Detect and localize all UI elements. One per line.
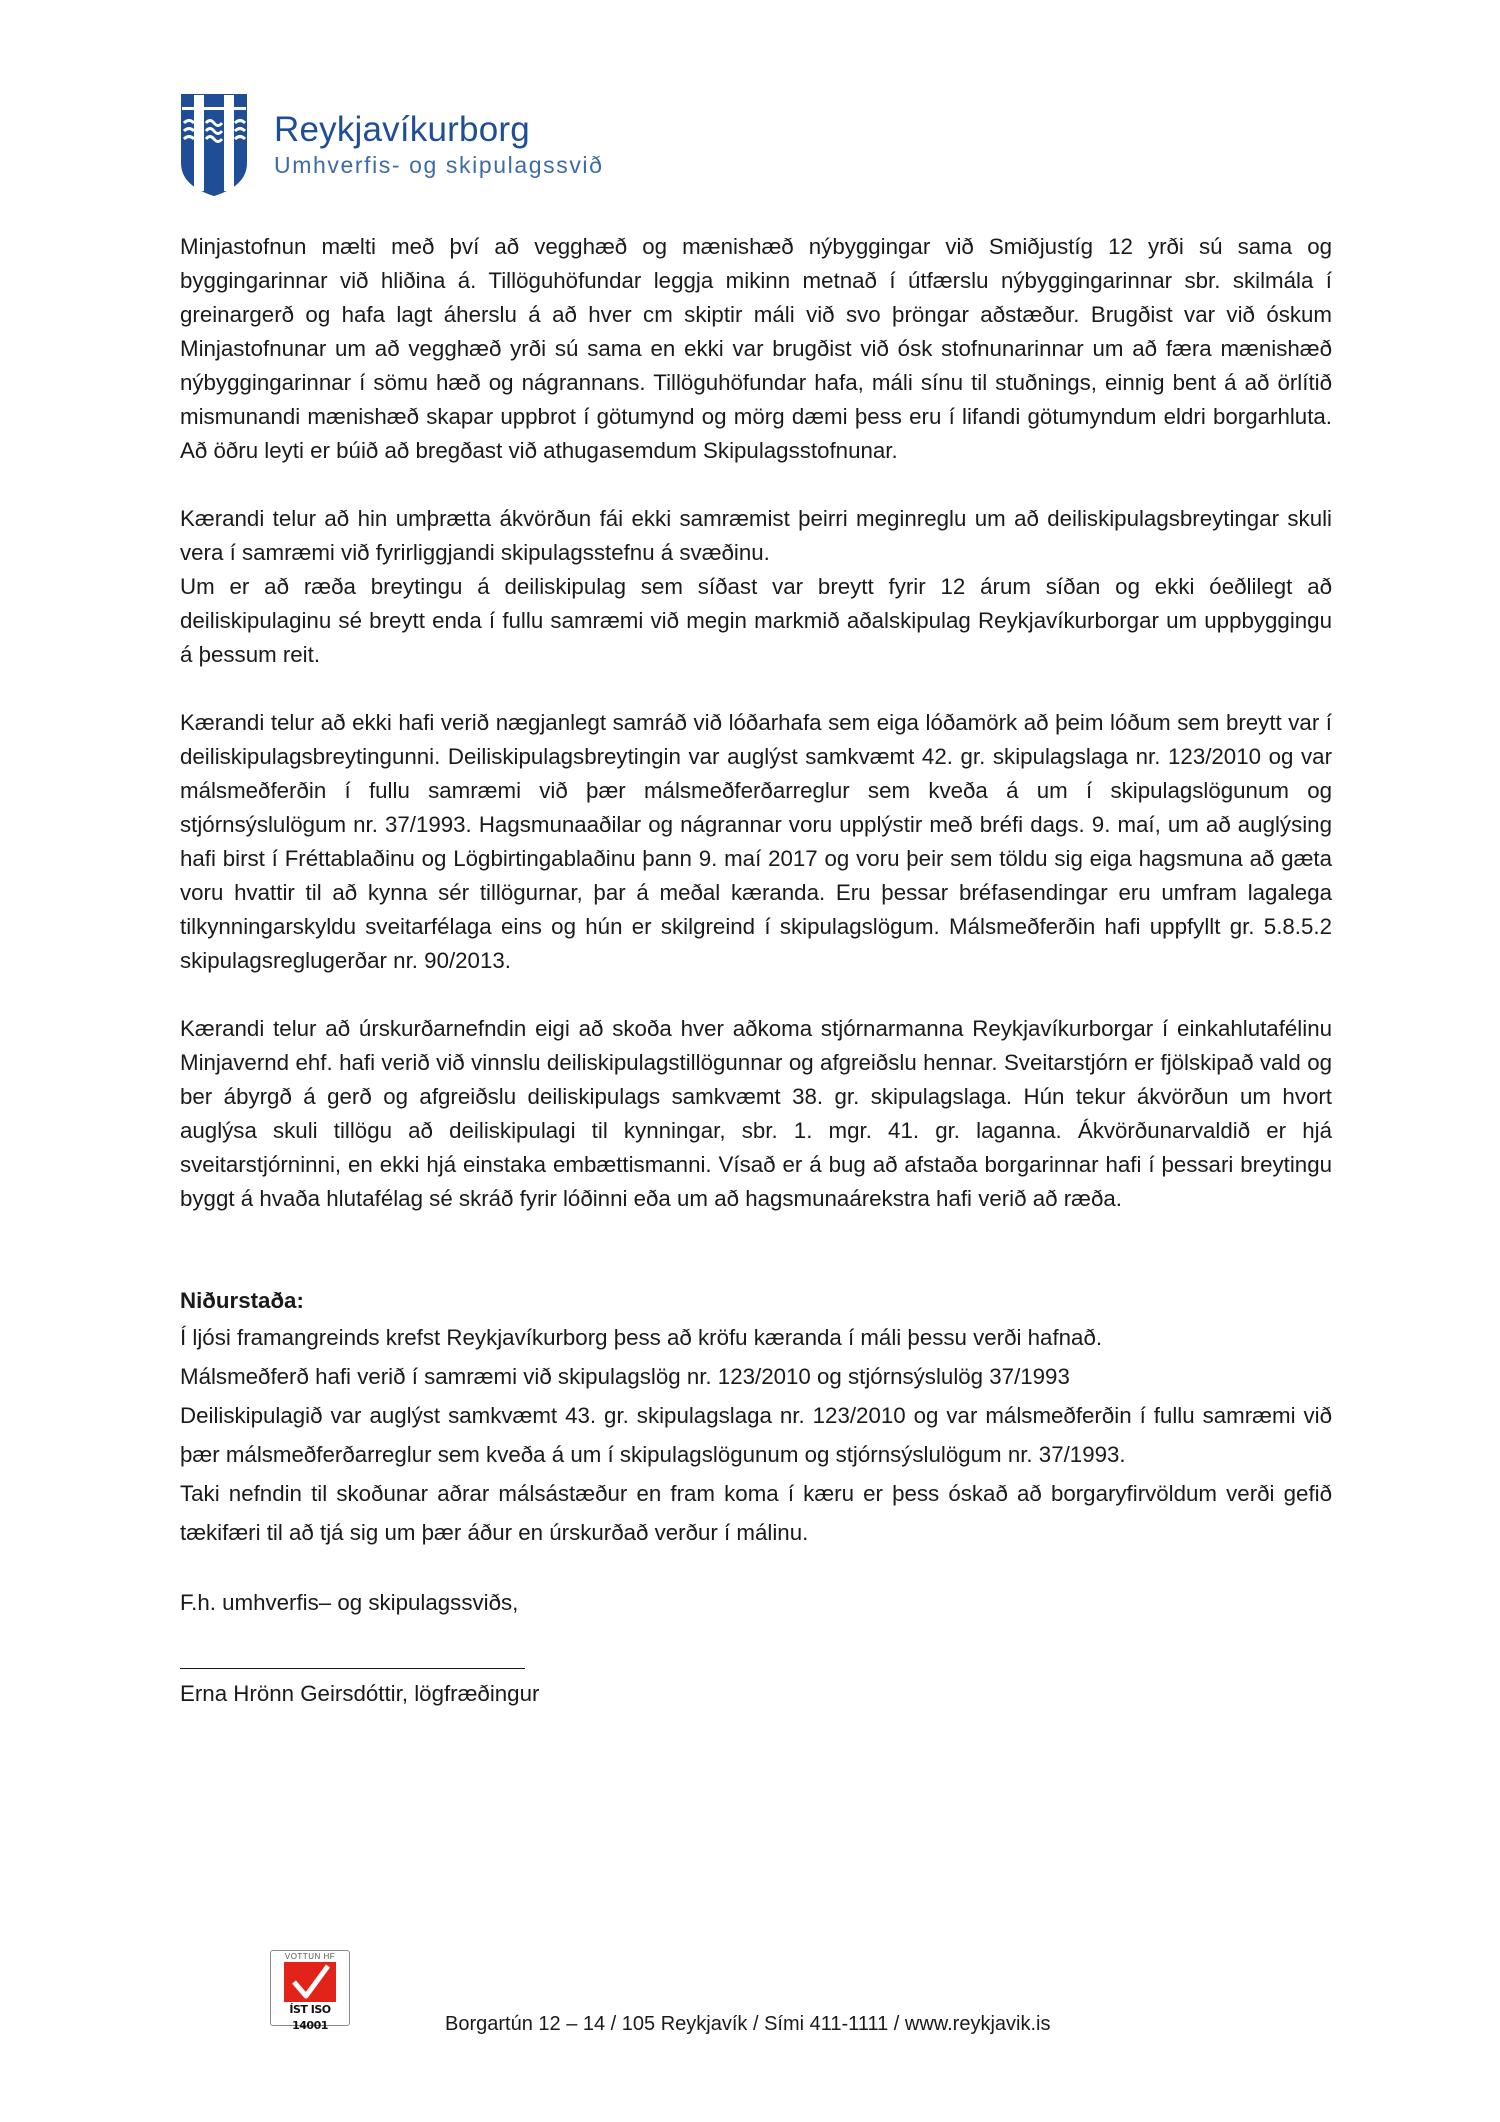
org-name: Reykjavíkurborg — [274, 110, 530, 149]
paragraph-minjastofnun: Minjastofnun mælti með því að vegghæð og mænishæð nýbyggingar við Smiðjustíg 12 yrði sú sama og byggingarinnar við hliðina á. Tillöguhöfundar leggja mikinn metnað í útfærslu nýbyggingarinnar sbr. skilmála í greinargerð og hafa lagt áherslu á að hver cm skiptir máli við svo þröngar aðstæður. Brugðist var við óskum Minjastofnunar um að vegghæð yrði sú sama en ekki var brugðist við ósk stofnunarinnar um að færa mænishæð nýbyggingarinnar í sömu hæð og nágrannans. Tillöguhöfundar hafa, máli sínu til stuðnings, einnig bent á að örlítið mismunandi mænishæð skapar uppbrot í götumynd og mörg dæmi þess eru í lifandi götumyndum eldri borgarhluta. Að öðru leyti er búið að bregðast við athugasemdum Skipulagsstofnunar. — [180, 234, 1332, 463]
page-footer — [0, 1950, 1500, 2070]
footer-address: Borgartún 12 – 14 / 105 Reykjavík / Sími 411-1111 / www.reykjavik.is — [445, 2013, 1051, 2035]
paragraph-adkoma: Kærandi telur að úrskurðarnefndin eigi að skoða hver aðkoma stjórnarmanna Reykjavíkurborgar í einkahlutafélinu Minjavernd ehf. hafi verið við vinnslu deiliskipulagstillögunnar og afgreiðslu hennar. Sveitarstjórn er fjölskipað vald og ber ábyrgð á gerð og afgreiðslu deiliskipulags samkvæmt 38. gr. skipulagslaga. Hún tekur ákvörðun um hvort auglýsa skuli tillögu að deiliskipulagi til kynningar, sbr. 1. mgr. 41. gr. laganna. Ákvörðunarvaldið er hjá sveitarstjórninni, en ekki hjá einstaka embættismanni. Vísað er á bug að afstaða borgarinnar hafi í þessari breytingu byggt á hvaða hlutafélag sé skráð fyrir lóðinni eða um að hagsmunaárekstra hafi verið að ræða. — [180, 1016, 1332, 1211]
paragraph-samrad: Kærandi telur að ekki hafi verið nægjanlegt samráð við lóðarhafa sem eiga lóðamörk að þeim lóðum sem breytt var í deiliskipulagsbreytingunni. Deiliskipulagsbreytingin var auglýst samkvæmt 42. gr. skipulagslaga nr. 123/2010 og var málsmeðferðin í fullu samræmi við þær málsmeðferðarreglur sem kveða á um í skipulagslögunum og stjórnsýslulögum nr. 37/1993. Hagsmunaaðilar og nágrannar voru upplýstir með bréfi dags. 9. maí, um að auglýsing hafi birst í Fréttablaðinu og Lögbirtingablaðinu þann 9. maí 2017 og voru þeir sem töldu sig eiga hagsmuna að gæta voru hvattir til að kynna sér tillögurnar, þar á meðal kæranda. Eru þessar bréfasendingar eru umfram lagalega tilkynningarskyldu sveitarfélaga eins og hún er skilgreind í skipulagslögum. Málsmeðferðin hafi uppfyllt gr. 5.8.5.2 skipulagsreglugerðar nr. 90/2013. — [180, 710, 1332, 973]
conclusion-line: Deiliskipulagið var auglýst samkvæmt 43. gr. skipulagslaga nr. 123/2010 og var málsmeðferðin í fullu samræmi við þær málsmeðferðarreglur sem kveða á um í skipulagslögunum og stjórnsýslulögum nr. 37/1993. — [180, 1403, 1332, 1467]
conclusion-line: Málsmeðferð hafi verið í samræmi við skipulagslög nr. 123/2010 og stjórnsýslulög 37/1993 — [180, 1364, 1070, 1389]
signature-line — [180, 1668, 525, 1669]
conclusion-line: Taki nefndin til skoðunar aðrar málsástæður en fram koma í kæru er þess óskað að borgaryfirvöldum verði gefið tækifæri til að tjá sig um þær áður en úrskurðað verður í málinu. — [180, 1481, 1332, 1545]
paragraph-breyting: Um er að ræða breytingu á deiliskipulag sem síðast var breytt fyrir 12 árum síðan og ekki óeðlilegt að deiliskipulaginu sé breytt enda í fullu samræmi við megin markmið aðalskipulag Reykjavíkurborgar um uppbyggingu á þessum reit. — [180, 574, 1332, 667]
paragraph-skipulagsstefna: Kærandi telur að hin umþrætta ákvörðun fái ekki samræmist þeirri meginreglu um að deiliskipulagsbreytingar skuli vera í samræmi við fyrirliggjandi skipulagsstefnu á svæðinu. — [180, 506, 1332, 565]
cert-issuer: VOTTUN HF — [284, 1952, 336, 1961]
closing-line: F.h. umhverfis– og skipulagssviðs, — [180, 1590, 519, 1615]
conclusion-line: Í ljósi framangreinds krefst Reykjavíkurborg þess að kröfu kæranda í máli þessu verði hafnað. — [180, 1325, 1103, 1350]
letterhead — [180, 90, 604, 200]
iso-certification-badge — [270, 1950, 350, 2032]
reykjavik-crest-icon — [180, 93, 248, 197]
cert-standard: ÍST ISO 14001 — [289, 2003, 331, 2032]
letter-body — [180, 230, 1332, 1711]
iso-certification-checkmark-icon — [284, 1962, 336, 2002]
department-name: Umhverfis- og skipulagssvið — [274, 152, 604, 178]
conclusion-heading: Niðurstaða: — [180, 1288, 304, 1313]
signer-name: Erna Hrönn Geirsdóttir, lögfræðingur — [180, 1681, 540, 1706]
